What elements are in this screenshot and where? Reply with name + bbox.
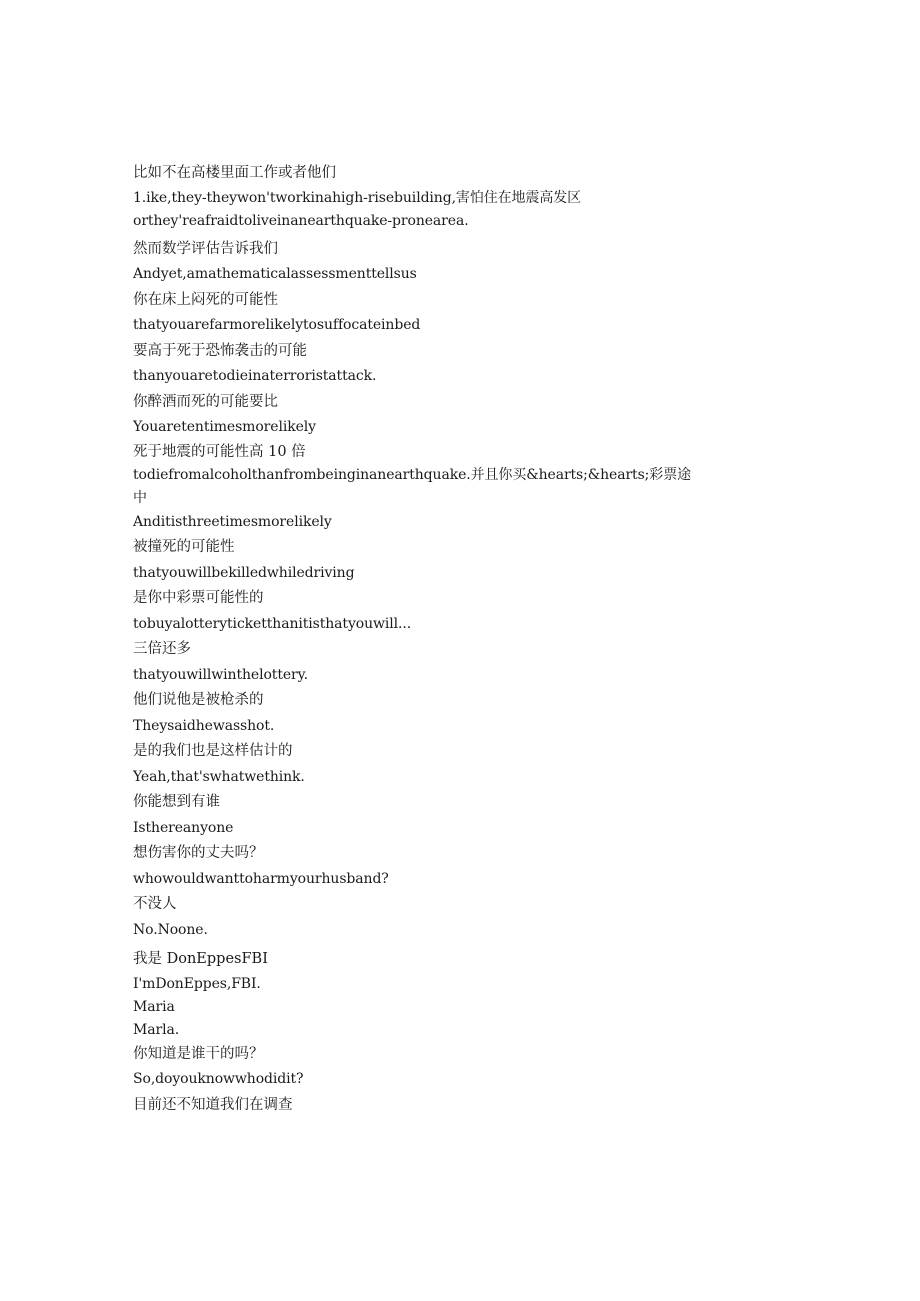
transcript-line: 想伤害你的丈夫吗？ — [133, 845, 264, 861]
transcript-line: todiefromalcoholthanfrombeinginanearthquake.并且你买&hearts;&hearts;彩票途中 — [133, 466, 691, 506]
transcript-line: Isthereanyone — [133, 819, 234, 836]
transcript-line: 你醉酒而死的可能要比 — [133, 393, 278, 410]
transcript-line: 被撞死的可能性 — [133, 539, 235, 555]
transcript-line: 比如不在高楼里面工作或者他们 — [133, 165, 336, 181]
transcript-line: 他们说他是被枪杀的 — [133, 692, 264, 708]
transcript-line: 是你中彩票可能性的 — [133, 590, 264, 606]
transcript-line: 是的我们也是这样估计的 — [133, 743, 293, 759]
transcript-line: Anditisthreetimesmorelikely — [133, 513, 332, 530]
transcript-line: 你在床上闷死的可能性 — [133, 291, 278, 308]
subtitle-transcript — [133, 161, 693, 1118]
transcript-line: 1.ike,they-theywon'tworkinahigh-risebuilding,害怕住在地震高发区 — [133, 189, 582, 206]
transcript-line: I'mDonEppes,FBI. — [133, 975, 261, 992]
transcript-line: Maria — [133, 998, 175, 1015]
transcript-line: 死于地震的可能性高 10 倍 — [133, 443, 306, 460]
transcript-line: thatyouwillwinthelottery. — [133, 666, 308, 683]
transcript-line: 你知道是谁干的吗？ — [133, 1045, 264, 1062]
transcript-line: Andyet,amathematicalassessmenttellsus — [133, 266, 417, 282]
transcript-line: Youaretentimesmorelikely — [133, 419, 316, 435]
transcript-line: So,doyouknowwhodidit? — [133, 1071, 304, 1087]
transcript-line: 我是 DonEppesFBI — [133, 951, 268, 967]
transcript-line: orthey'reafraidtoliveinanearthquake-pronearea. — [133, 212, 469, 229]
transcript-line: Marla. — [133, 1021, 180, 1038]
transcript-line: 然而数学评估告诉我们 — [133, 240, 278, 257]
transcript-line: 目前还不知道我们在调查 — [133, 1096, 293, 1113]
transcript-line: 你能想到有谁 — [133, 794, 220, 810]
transcript-line: Yeah,that'swhatwethink. — [133, 768, 305, 785]
transcript-line: thanyouaretodieinaterroristattack. — [133, 368, 377, 384]
transcript-line: No.Noone. — [133, 921, 208, 938]
transcript-line: whowouldwanttoharmyourhusband? — [133, 870, 389, 887]
transcript-line: 要高于死于恐怖袭击的可能 — [133, 342, 307, 359]
transcript-line: thatyouwillbekilledwhiledriving — [133, 564, 355, 581]
transcript-line: thatyouarefarmorelikelytosuffocateinbed — [133, 317, 421, 333]
transcript-line: 不没人 — [133, 896, 177, 912]
transcript-line: 三倍还多 — [133, 641, 191, 657]
transcript-line: tobuyalotteryticketthanitisthatyouwill... — [133, 615, 412, 632]
transcript-line: Theysaidhewasshot. — [133, 717, 275, 734]
